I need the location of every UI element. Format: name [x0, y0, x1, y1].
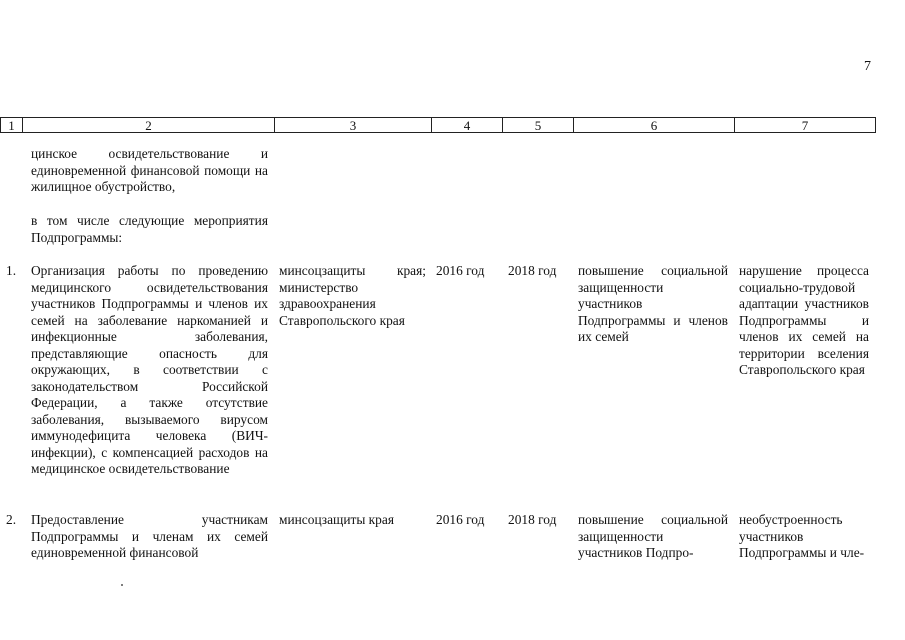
header-col-1: 1 [1, 118, 23, 133]
header-col-3: 3 [275, 118, 432, 133]
row-measure-name: Предоставление участникам Подпрограммы и членам их семей единовременной финансовой [31, 512, 268, 560]
header-col-5: 5 [503, 118, 574, 133]
row-expected-result: повышение социальной защищенности участников Подпро- [578, 512, 728, 560]
row-consequence: нарушение процесса социально-трудовой адаптации участников Подпрограммы и членов их семей на территории вселения Ставропольского края [739, 263, 869, 377]
row-start-year: 2016 год [436, 263, 485, 278]
table-header-row [0, 117, 876, 133]
row-executor: минсоцзащиты края [279, 512, 394, 527]
row-start-year: 2016 год [436, 512, 485, 527]
header-col-2: 2 [23, 118, 275, 133]
row-end-year: 2018 год [508, 512, 557, 527]
row-consequence: необустроенность участников Подпрограммы и чле- [739, 512, 865, 560]
header-col-7: 7 [801, 118, 809, 133]
scan-speck [121, 584, 123, 586]
row-executor: минсоцзащиты края; министерство здравоохранения Ставропольского края [279, 263, 426, 328]
continuation-text: цинское освидетельствование и единовременной финансовой помощи на жилищное обустройство, [31, 146, 268, 194]
row-expected-result: повышение социальной защищенности участников Подпрограммы и членов их семей [578, 263, 728, 344]
row-number: 1. [6, 263, 17, 278]
subheading-text: в том числе следующие мероприятия Подпрограммы: [31, 213, 268, 245]
page-number: 7 [864, 59, 871, 74]
header-col-4: 4 [432, 118, 503, 133]
header-col-6: 6 [574, 118, 735, 133]
row-end-year: 2018 год [508, 263, 557, 278]
row-measure-name: Организация работы по проведению медицинского освидетельствования участников Подпрограммы и членов их семей на заболевание наркоманией и инфекционные заболевания, представляющие опасность для окружающих, в соответствии с законодательством Российской Федерации, а также отсутствие заболевания, вызываемого вирусом иммунодефицита человека (ВИЧ-инфекции), с компенсацией расходов на медицинское освидетельствование [31, 263, 268, 476]
row-number: 2. [6, 512, 17, 527]
